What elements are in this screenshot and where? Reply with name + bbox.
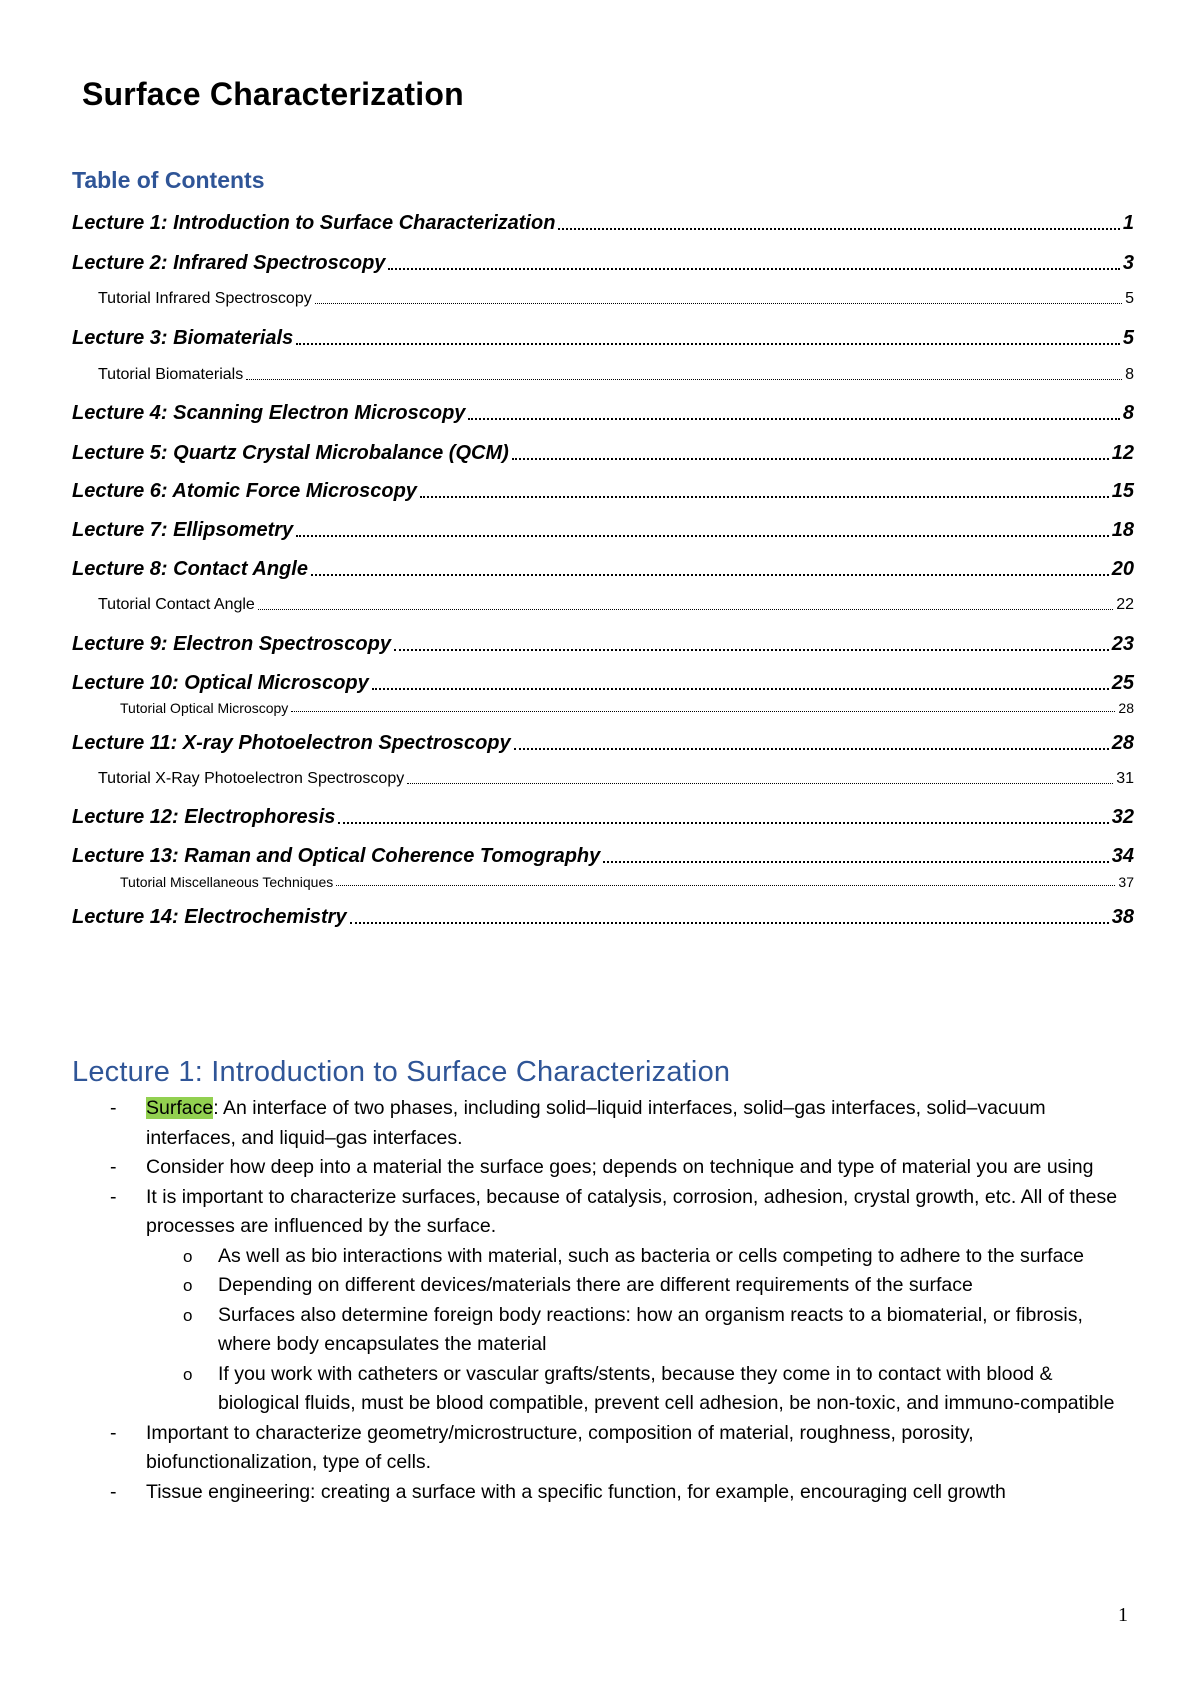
toc-entry-page: 15 bbox=[1111, 480, 1134, 502]
toc-entry-title: Lecture 14: Electrochemistry bbox=[72, 906, 347, 928]
toc-entry[interactable] bbox=[98, 770, 1134, 788]
toc-entry-title: Lecture 2: Infrared Spectroscopy bbox=[72, 252, 386, 274]
toc-entry-page: 23 bbox=[1111, 633, 1134, 655]
page-number: 1 bbox=[1118, 1604, 1128, 1626]
toc-dot-leader bbox=[296, 343, 1120, 345]
list-item bbox=[0, 1242, 1134, 1272]
toc-entry-title: Tutorial Infrared Spectroscopy bbox=[98, 290, 312, 307]
toc-entry[interactable] bbox=[72, 480, 1134, 503]
toc-dot-leader bbox=[388, 268, 1119, 270]
list-item bbox=[0, 1094, 1134, 1153]
list-item-text: As well as bio interactions with material, such as bacteria or cells competing to adhere to the surface bbox=[218, 1244, 1085, 1267]
toc-entry[interactable] bbox=[72, 212, 1134, 235]
toc-entry-title: Tutorial X-Ray Photoelectron Spectroscopy bbox=[98, 770, 405, 787]
list-item-text: Important to characterize geometry/microstructure, composition of material, roughness, porosity, biofunctionalization, type of cells. bbox=[146, 1421, 974, 1473]
toc-dot-leader bbox=[603, 861, 1108, 863]
list-item-text: Consider how deep into a material the surface goes; depends on technique and type of material you are using bbox=[146, 1156, 1094, 1178]
toc-entry-page: 28 bbox=[1118, 700, 1134, 716]
toc-entry[interactable] bbox=[72, 327, 1134, 350]
toc-entry[interactable] bbox=[72, 519, 1134, 542]
toc-entry-title: Lecture 11: X-ray Photoelectron Spectroscopy bbox=[72, 732, 511, 754]
toc-dot-leader bbox=[372, 688, 1109, 690]
toc-heading: Table of Contents bbox=[72, 167, 265, 193]
toc-entry-page: 18 bbox=[1111, 519, 1134, 541]
toc-dot-leader bbox=[558, 228, 1119, 230]
toc-dot-leader bbox=[338, 822, 1108, 824]
toc-dot-leader bbox=[350, 922, 1109, 924]
sub-bullet-marker: o bbox=[183, 1246, 193, 1266]
toc-entry-title: Lecture 6: Atomic Force Microscopy bbox=[72, 480, 417, 502]
toc-entry[interactable] bbox=[120, 874, 1134, 890]
toc-entry-page: 5 bbox=[1122, 327, 1134, 349]
list-item-text: If you work with catheters or vascular grafts/stents, because they come in to contact with blood & biological fluids, must be blood compatible, prevent cell adhesion, be non-toxic, and immuno-compatible bbox=[218, 1362, 1115, 1414]
toc-entry-title: Lecture 7: Ellipsometry bbox=[72, 519, 294, 541]
toc-entry-page: 1 bbox=[1122, 212, 1134, 234]
list-item bbox=[0, 1301, 1134, 1360]
toc-entry[interactable] bbox=[72, 732, 1134, 755]
toc-entry[interactable] bbox=[98, 366, 1134, 384]
bullet-marker: - bbox=[110, 1097, 117, 1119]
list-item-text: Depending on different devices/materials there are different requirements of the surface bbox=[218, 1274, 973, 1296]
toc-entry-page: 12 bbox=[1111, 442, 1134, 464]
toc-dot-leader bbox=[420, 496, 1109, 498]
toc-entry-title: Lecture 8: Contact Angle bbox=[72, 558, 308, 580]
bullet-marker: - bbox=[110, 1156, 117, 1178]
toc-entry-title: Lecture 1: Introduction to Surface Characterization bbox=[72, 212, 556, 234]
toc-dot-leader bbox=[296, 535, 1109, 537]
list-item bbox=[0, 1271, 1134, 1301]
toc-entry-page: 8 bbox=[1122, 402, 1134, 424]
list-item bbox=[0, 1360, 1134, 1419]
toc-entry-title: Tutorial Contact Angle bbox=[98, 596, 255, 613]
toc-entry[interactable] bbox=[72, 633, 1134, 656]
toc-entry-title: Tutorial Miscellaneous Techniques bbox=[120, 874, 334, 890]
list-item-text: : An interface of two phases, including solid–liquid interfaces, solid–gas interfaces, solid–vacuum interfaces, and liquid–gas interfaces. bbox=[146, 1097, 1046, 1149]
toc-dot-leader bbox=[514, 748, 1109, 750]
toc-entry-page: 28 bbox=[1111, 732, 1134, 754]
toc-entry-title: Lecture 5: Quartz Crystal Microbalance (QCM) bbox=[72, 442, 509, 464]
toc-entry-page: 22 bbox=[1116, 596, 1134, 613]
list-item bbox=[0, 1153, 1134, 1183]
toc-entry-title: Lecture 4: Scanning Electron Microscopy bbox=[72, 402, 466, 424]
toc-dot-leader bbox=[468, 418, 1119, 420]
toc-entry[interactable] bbox=[72, 442, 1134, 465]
toc-entry[interactable] bbox=[72, 402, 1134, 425]
list-item-text: Tissue engineering: creating a surface with a specific function, for example, encouraging cell growth bbox=[146, 1480, 1006, 1503]
toc-entry-title: Lecture 10: Optical Microscopy bbox=[72, 672, 369, 694]
toc-entry-page: 25 bbox=[1111, 672, 1134, 694]
toc-entry-page: 20 bbox=[1111, 558, 1134, 580]
list-item-text: It is important to characterize surfaces, because of catalysis, corrosion, adhesion, crystal growth, etc. All of these processes are influenced by the surface. bbox=[146, 1185, 1118, 1237]
toc-entry-title: Tutorial Biomaterials bbox=[98, 366, 244, 383]
toc-dot-leader bbox=[336, 885, 1115, 886]
toc-entry-page: 5 bbox=[1125, 290, 1134, 307]
list-item bbox=[0, 1183, 1134, 1242]
toc-entry-title: Lecture 9: Electron Spectroscopy bbox=[72, 633, 391, 655]
toc-entry-page: 37 bbox=[1118, 874, 1134, 890]
toc-dot-leader bbox=[512, 458, 1109, 460]
toc-entry-page: 34 bbox=[1111, 845, 1134, 867]
bullet-marker: - bbox=[110, 1185, 117, 1208]
toc-entry[interactable] bbox=[98, 596, 1134, 614]
toc-dot-leader bbox=[315, 303, 1122, 304]
toc-entry[interactable] bbox=[72, 906, 1134, 929]
toc-entry-title: Tutorial Optical Microscopy bbox=[120, 700, 289, 716]
highlighted-term: Surface bbox=[146, 1097, 214, 1119]
toc-entry-page: 38 bbox=[1111, 906, 1134, 928]
document-title: Surface Characterization bbox=[82, 76, 464, 112]
toc-entry-title: Lecture 3: Biomaterials bbox=[72, 327, 294, 349]
toc-entry-page: 31 bbox=[1116, 770, 1134, 787]
toc-dot-leader bbox=[311, 574, 1109, 576]
toc-entry-page: 8 bbox=[1125, 366, 1134, 383]
toc-entry[interactable] bbox=[72, 252, 1134, 275]
toc-entry[interactable] bbox=[72, 845, 1134, 868]
bullet-marker: - bbox=[110, 1480, 117, 1503]
toc-entry[interactable] bbox=[72, 806, 1134, 829]
sub-bullet-marker: o bbox=[183, 1364, 193, 1384]
section-heading: Lecture 1: Introduction to Surface Characterization bbox=[72, 1056, 731, 1088]
toc-entry-title: Lecture 12: Electrophoresis bbox=[72, 806, 336, 828]
toc-entry-title: Lecture 13: Raman and Optical Coherence Tomography bbox=[72, 845, 601, 867]
list-item bbox=[0, 1419, 1134, 1478]
sub-bullet-marker: o bbox=[183, 1276, 193, 1295]
list-item-text: Surfaces also determine foreign body reactions: how an organism reacts to a biomaterial, or fibrosis, where body encapsulates the material bbox=[218, 1303, 1083, 1355]
toc-dot-leader bbox=[407, 783, 1113, 784]
toc-entry[interactable] bbox=[72, 672, 1134, 695]
toc-dot-leader bbox=[258, 609, 1113, 610]
toc-dot-leader bbox=[291, 711, 1115, 712]
toc-dot-leader bbox=[246, 379, 1122, 380]
sub-bullet-marker: o bbox=[183, 1305, 193, 1325]
toc-entry[interactable] bbox=[72, 558, 1134, 581]
toc-entry[interactable] bbox=[98, 290, 1134, 308]
list-item bbox=[0, 1478, 1134, 1508]
bullet-marker: - bbox=[110, 1421, 117, 1444]
toc-entry-page: 32 bbox=[1111, 806, 1134, 828]
bullet-list bbox=[0, 1094, 1200, 1507]
toc-entry[interactable] bbox=[120, 700, 1134, 716]
toc-dot-leader bbox=[394, 649, 1109, 651]
toc-entry-page: 3 bbox=[1122, 252, 1134, 274]
